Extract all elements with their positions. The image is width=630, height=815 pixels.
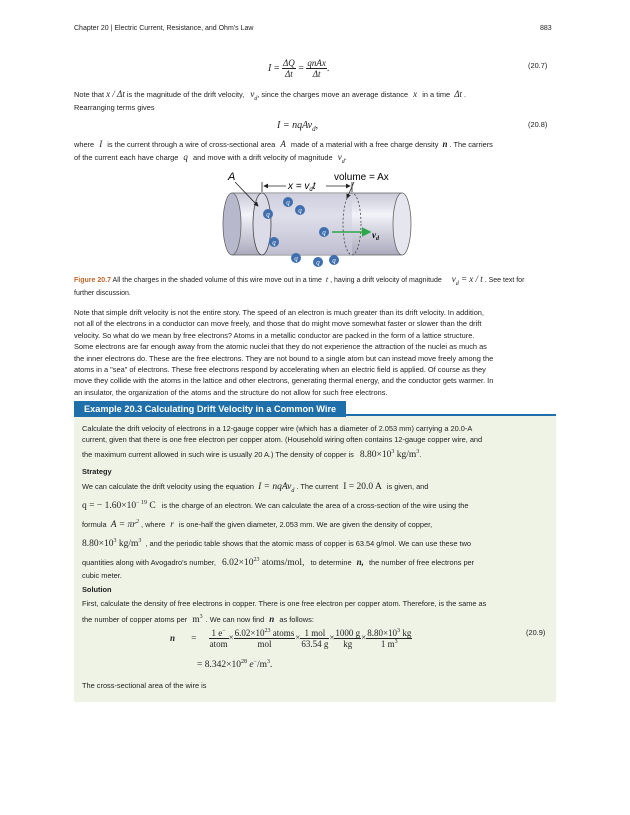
wire-right-end [393, 193, 411, 255]
problem-line-3: the maximum current allowed in such wire is usually 20 A.) The density of copper is $8.80\times 10^3$ $kg/m^3$. [82, 449, 422, 461]
paragraph-rearranging: Rearranging terms gives [74, 103, 155, 112]
problem-line: Calculate the drift velocity of electrons in a 12-gauge copper wire (which has a diameter of 2.053 mm) carrying a 20.0-A [82, 424, 473, 433]
cross-section-a [253, 193, 271, 255]
paragraph-where: where I is the current through a wire of cross-sectional area A made of a material with a free charge density n . The carriers [74, 139, 493, 149]
equation-number-20-8: (20.8) [528, 120, 548, 129]
figure-caption-cont: further discussion. [74, 290, 131, 297]
strategy-line-6: cubic meter. [82, 571, 122, 580]
paragraph-free-electrons [74, 307, 564, 398]
paragraph-carriers: of the current each have charge q and move with a drift velocity of magnitude $v_d$. [74, 152, 347, 165]
charge-label-4: q [272, 238, 276, 247]
strategy-line-1: We can calculate the drift velocity using the equation I = nqAv$_d$ . The current I = 20.0 A is given, and [82, 482, 429, 494]
charge-label-6: q [316, 258, 320, 267]
chapter-header: Chapter 20 | Electric Current, Resistance, and Ohm's Law [74, 25, 254, 32]
strategy-line-2: q = − $1.60\times 10^{- 19}$ C is the charge of an electron. We can calculate the area of a cross-section of the wire using the [82, 500, 469, 512]
solution-line-1: First, calculate the density of free electrons in copper. There is one free electron per copper atom. Therefore, is the same as [82, 599, 487, 608]
example-problem [82, 423, 552, 446]
equation-20-7: I = $\frac{\Delta Q}{\Delta t}$ = $\frac{\text{qnAx}}{\Delta t}$ . [268, 58, 330, 79]
equation-20-8: I = nqAv$_d$, [277, 120, 319, 133]
problem-line: current, given that there is one free electron per copper atom. (Household wiring often contains 12-gauge copper wire, and [82, 435, 483, 445]
p3-line: the inner electrons do. These are the free electrons. They are not bound to a single atom but can instead move freely among the [74, 353, 494, 363]
p3-line: atoms in a "sea" of electrons. These free electrons respond by accelerating when an electric field is applied. Of course as they [74, 365, 486, 375]
p3-line: move they collide with the atoms in the lattice and other electrons, generating thermal energy, and the conductor gets warmer. In [74, 376, 494, 386]
solution-line-2: the number of copper atoms per $m^3$ . We can now find n as follows: [82, 614, 314, 626]
strategy-line-4: $8.80\times 10^3$ $kg/m^3$ , and the periodic table shows that the atomic mass of copper is 63.54 g/mol. We can use these two [82, 538, 472, 550]
paragraph-drift-velocity: Note that x / Δt is the magnitude of the drift velocity, $v_d$, since the charges move an average distance x in a time Δt . [74, 89, 467, 102]
figure-caption: Figure 20.7 All the charges in the shaded volume of this wire move out in a time t , having a drift velocity of magnitude $v_d = x / t$ . See text for [74, 274, 525, 287]
example-title: Example 20.3 Calculating Drift Velocity in a Common Wire [74, 401, 346, 417]
solution-heading: Solution [82, 585, 112, 594]
p3-line: not all of the electrons in a conductor can move freely, and those that do might move somewhat faster or slower than the drift [74, 319, 482, 329]
p3-line: Some electrons are far enough away from the atomic nuclei that they do not experience the attraction of the nuclei as much as [74, 342, 487, 352]
p3-line: Note that simple drift velocity is not the entire story. The speed of an electron is much greater than its drift velocity. In addition, [74, 308, 484, 317]
label-x: $x = v_dt$ [288, 181, 316, 193]
charge-label-8: q [322, 228, 326, 237]
label-vd: $v_d$ [372, 230, 379, 242]
label-A: A [228, 171, 236, 183]
charge-label-5: q [294, 254, 298, 263]
equation-number-20-7: (20.7) [528, 61, 548, 70]
equation-number-20-9: (20.9) [526, 628, 546, 637]
strategy-line-5: quantities along with Avogadro's number, $6.02\times 10^{23}$ atoms/mol, to determine n, the number of free electrons per [82, 557, 475, 569]
strategy-line-3: formula $A = \pi r^2$ , where r is one-half the given diameter, 2.053 mm. We are given the density of copper, [82, 519, 433, 531]
charge-label-3: q [298, 206, 302, 215]
cross-section-text: The cross-sectional area of the wire is [82, 681, 207, 690]
page-number: 883 [540, 25, 552, 32]
figure-wire-diagram [222, 168, 412, 268]
charge-label-7: q [332, 256, 336, 265]
wire-left-end [223, 193, 241, 255]
p3-line: an insulator, the organization of the atoms and the structure do not allow for such free electrons. [74, 387, 388, 397]
equation-20-9-result: = $8.342\times 10^{28}$ $e^-/m^3$. [197, 659, 273, 671]
strategy-heading: Strategy [82, 467, 112, 476]
equation-20-9: n = $\frac{1 e^-}{\text{atom}}$ × $\frac{6.02\times 10^{23} atoms}{\text{mol}}$ × $\frac{\text{1 mol}}{63.54 g}$ × $\frac{1000 g}{kg}$ × $\frac{8.80\times 10^3 kg}{1 m^3}$ [170, 628, 412, 649]
p3-line: velocity. So what do we mean by free electrons? Atoms in a metallic conductor are packed in the form of a lattice structure. [74, 330, 475, 340]
charge-label-2: q [286, 198, 290, 207]
charge-label-1: q [266, 210, 270, 219]
label-volume: volume = Ax [334, 172, 389, 183]
